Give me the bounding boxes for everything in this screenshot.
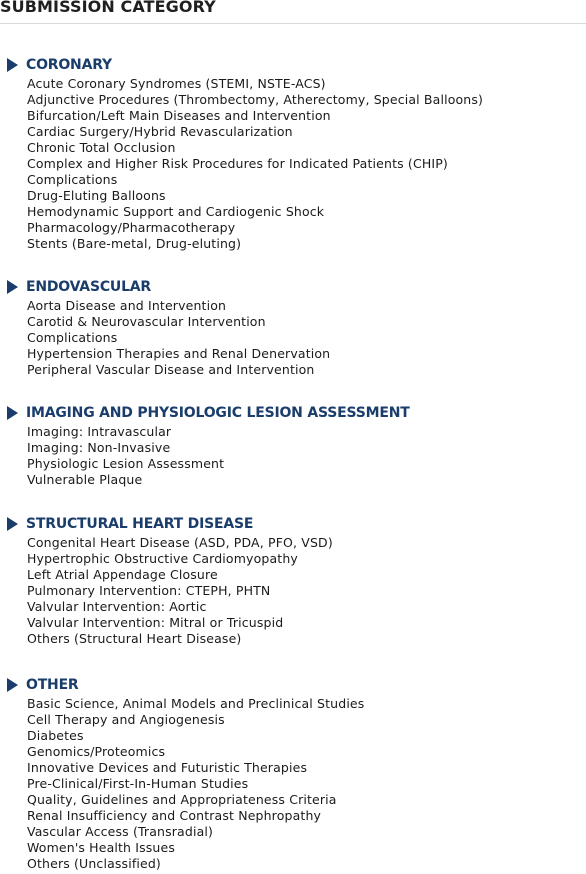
- triangle-right-icon: [7, 406, 18, 420]
- list-item[interactable]: Innovative Devices and Futuristic Therapies: [27, 760, 308, 775]
- section-header[interactable]: [0, 402, 586, 424]
- list-item[interactable]: Others (Structural Heart Disease): [27, 631, 242, 646]
- section-header[interactable]: [0, 54, 586, 76]
- list-item[interactable]: Imaging: Intravascular: [27, 424, 172, 439]
- list-item[interactable]: Diabetes: [27, 728, 84, 743]
- section-title: IMAGING AND PHYSIOLOGIC LESION ASSESSMENT: [26, 405, 410, 421]
- section-title: OTHER: [26, 677, 79, 693]
- list-item[interactable]: Peripheral Vascular Disease and Intervention: [27, 362, 315, 377]
- list-item[interactable]: Acute Coronary Syndromes (STEMI, NSTE-ACS): [27, 76, 326, 91]
- list-item[interactable]: Complications: [27, 330, 118, 345]
- list-item[interactable]: Cell Therapy and Angiogenesis: [27, 712, 225, 727]
- title-divider: [0, 23, 586, 24]
- section-header[interactable]: [0, 674, 586, 696]
- list-item[interactable]: Pre-Clinical/First-In-Human Studies: [27, 776, 249, 791]
- category-list: [0, 76, 586, 252]
- list-item[interactable]: Cardiac Surgery/Hybrid Revascularization: [27, 124, 293, 139]
- triangle-right-icon: [7, 678, 18, 692]
- list-item[interactable]: Renal Insufficiency and Contrast Nephropathy: [27, 808, 322, 823]
- list-item[interactable]: Physiologic Lesion Assessment: [27, 456, 225, 471]
- triangle-right-icon: [7, 280, 18, 294]
- section-coronary: [0, 54, 586, 252]
- list-item[interactable]: Hemodynamic Support and Cardiogenic Shock: [27, 204, 325, 219]
- section-endovascular: [0, 276, 586, 378]
- list-item[interactable]: Adjunctive Procedures (Thrombectomy, Atherectomy, Special Balloons): [27, 92, 484, 107]
- list-item[interactable]: Vascular Access (Transradial): [27, 824, 214, 839]
- list-item[interactable]: Basic Science, Animal Models and Preclinical Studies: [27, 696, 365, 711]
- list-item[interactable]: Aorta Disease and Intervention: [27, 298, 227, 313]
- triangle-right-icon: [7, 58, 18, 72]
- list-item[interactable]: Carotid & Neurovascular Intervention: [27, 314, 266, 329]
- list-item[interactable]: Drug-Eluting Balloons: [27, 188, 166, 203]
- section-title: ENDOVASCULAR: [26, 279, 152, 295]
- list-item[interactable]: Pulmonary Intervention: CTEPH, PHTN: [27, 583, 271, 598]
- section-other: [0, 674, 586, 872]
- page-title: SUBMISSION CATEGORY: [0, 0, 216, 16]
- list-item[interactable]: Hypertension Therapies and Renal Denervation: [27, 346, 331, 361]
- section-structural-heart: [0, 513, 586, 647]
- list-item[interactable]: Quality, Guidelines and Appropriateness Criteria: [27, 792, 337, 807]
- section-header[interactable]: [0, 276, 586, 298]
- triangle-right-icon: [7, 517, 18, 531]
- section-title: STRUCTURAL HEART DISEASE: [26, 516, 254, 532]
- list-item[interactable]: Others (Unclassified): [27, 856, 161, 871]
- list-item[interactable]: Imaging: Non-Invasive: [27, 440, 171, 455]
- category-list: [0, 696, 586, 872]
- list-item[interactable]: Genomics/Proteomics: [27, 744, 166, 759]
- list-item[interactable]: Left Atrial Appendage Closure: [27, 567, 218, 582]
- list-item[interactable]: Complications: [27, 172, 118, 187]
- section-title: CORONARY: [26, 57, 112, 73]
- category-list: [0, 298, 586, 378]
- category-list: [0, 535, 586, 647]
- category-list: [0, 424, 586, 488]
- list-item[interactable]: Chronic Total Occlusion: [27, 140, 176, 155]
- list-item[interactable]: Vulnerable Plaque: [27, 472, 143, 487]
- list-item[interactable]: Stents (Bare-metal, Drug-eluting): [27, 236, 242, 251]
- list-item[interactable]: Women's Health Issues: [27, 840, 175, 855]
- list-item[interactable]: Congenital Heart Disease (ASD, PDA, PFO, VSD): [27, 535, 333, 550]
- list-item[interactable]: Complex and Higher Risk Procedures for Indicated Patients (CHIP): [27, 156, 448, 171]
- list-item[interactable]: Pharmacology/Pharmacotherapy: [27, 220, 236, 235]
- list-item[interactable]: Valvular Intervention: Aortic: [27, 599, 207, 614]
- list-item[interactable]: Bifurcation/Left Main Diseases and Intervention: [27, 108, 331, 123]
- section-header[interactable]: [0, 513, 586, 535]
- section-imaging: [0, 402, 586, 488]
- list-item[interactable]: Valvular Intervention: Mitral or Tricuspid: [27, 615, 284, 630]
- list-item[interactable]: Hypertrophic Obstructive Cardiomyopathy: [27, 551, 298, 566]
